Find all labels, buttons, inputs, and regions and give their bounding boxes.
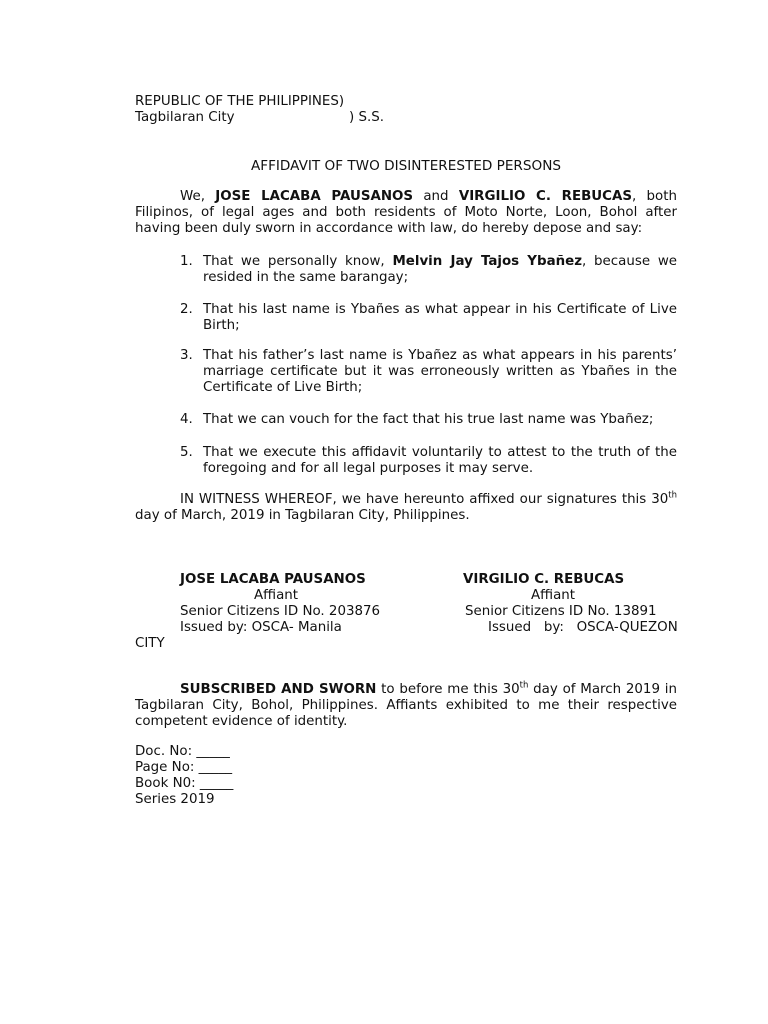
document-title: AFFIDAVIT OF TWO DISINTERESTED PERSONS [250, 158, 562, 174]
subject-name: Melvin Jay Tajos Ybañez [392, 254, 583, 269]
signatory-issued: Issued by: OSCA-QUEZON [488, 620, 678, 635]
venue-city: Tagbilaran City [135, 110, 235, 126]
list-item [180, 302, 677, 334]
jurat-text-post: day of March 2019 in Tagbilaran City, Bohol, Philippines. Affiants exhibited to me their respective competent evidence of identity. [135, 682, 677, 730]
item-number: 3. [180, 348, 193, 363]
list-item [180, 412, 677, 428]
list-item [180, 348, 677, 397]
witness-paragraph [135, 492, 677, 524]
list-item [180, 445, 677, 477]
signatory-role: Affiant [531, 588, 576, 603]
venue-block [135, 94, 677, 126]
item-text: That his father’s last name is Ybañez as what appears in his parents’ marriage certificate but it was erroneously written as Ybañes in the Certificate of Live Birth; [203, 348, 677, 396]
venue-republic: REPUBLIC OF THE PHILIPPINES) [135, 94, 345, 109]
notarial-series: Series 2019 [135, 792, 215, 807]
signatory-id: Senior Citizens ID No. 203876 [180, 604, 381, 619]
signatory-name: VIRGILIO C. REBUCAS [463, 572, 625, 587]
jurat-ordinal: th [519, 680, 529, 691]
affiant1-name-inline: JOSE LACABA PAUSANOS [215, 189, 414, 204]
witness-text-post: day of March, 2019 in Tagbilaran City, Philippines. [135, 508, 470, 524]
item-text: That we execute this affidavit voluntarily to attest to the truth of the foregoing and for all legal purposes it may serve. [203, 445, 677, 477]
intro-we: We, [180, 189, 205, 204]
witness-text-pre: IN WITNESS WHEREOF, we have hereunto affixed our signatures this 30 [180, 492, 669, 507]
intro-and: and [423, 189, 449, 204]
signatory-issued-continued: CITY [135, 636, 165, 651]
signatory-id: Senior Citizens ID No. 13891 [465, 604, 657, 619]
item-text [203, 254, 677, 286]
signatory-role: Affiant [254, 588, 299, 603]
item-text: That his last name is Ybañes as what appear in his Certificate of Live Birth; [203, 302, 677, 334]
signatory-name: JOSE LACABA PAUSANOS [180, 572, 366, 587]
item-text-post: , because we resided in the same barangay; [203, 254, 678, 286]
affiant2-name-inline: VIRGILIO C. REBUCAS [458, 189, 633, 204]
item-number: 5. [180, 445, 193, 460]
intro-paragraph [135, 189, 677, 238]
witness-ordinal: th [668, 490, 677, 501]
list-item [180, 254, 677, 286]
item-number: 1. [180, 254, 193, 269]
notarial-doc-no: Doc. No: _____ [135, 744, 230, 759]
signatory-left [180, 572, 366, 588]
notarial-book-no: Book N0: _____ [135, 776, 234, 791]
item-text-pre: That we personally know, [203, 254, 385, 269]
notarial-page-no: Page No: _____ [135, 760, 233, 775]
jurat-heading: SUBSCRIBED AND SWORN [180, 682, 377, 697]
signatory-issued: Issued by: OSCA- Manila [180, 620, 342, 635]
intro-rest: , both Filipinos, of legal ages and both residents of Moto Norte, Loon, Bohol after having been duly sworn in accordance with law, do hereby depose and say: [135, 189, 677, 237]
venue-ss: ) S.S. [349, 110, 384, 126]
item-number: 4. [180, 412, 193, 427]
jurat-text-pre: to before me this 30 [376, 682, 520, 697]
jurat-paragraph [135, 682, 677, 731]
item-text: That we can vouch for the fact that his true last name was Ybañez; [203, 412, 654, 427]
item-number: 2. [180, 302, 193, 317]
signatory-right [463, 572, 624, 588]
